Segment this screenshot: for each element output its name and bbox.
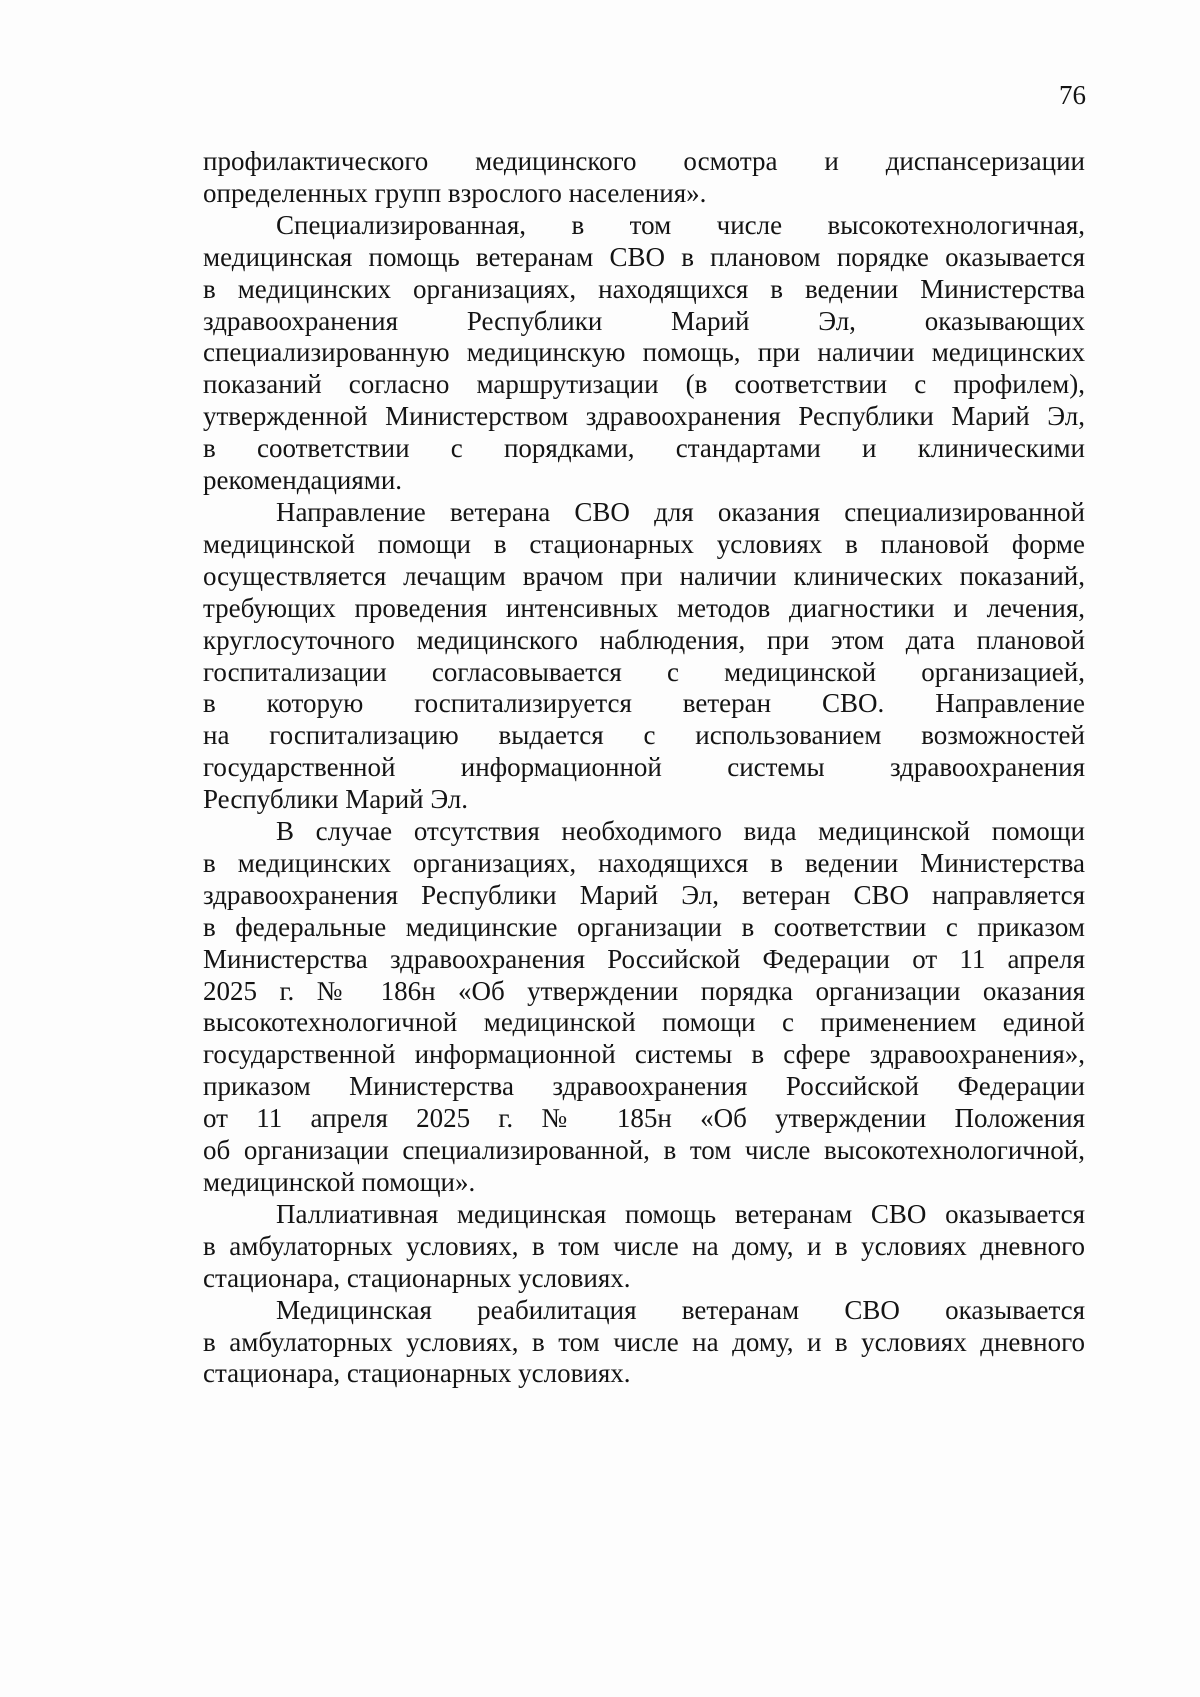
page-number: 76 (1059, 80, 1086, 110)
text-line: здравоохранения Республики Марий Эл, оказывающих (203, 305, 1085, 336)
text-line: Специализированная, в том числе высокотехнологичная, (276, 209, 1085, 240)
paragraph-federal-organizations (203, 816, 1085, 1199)
text-line: об организации специализированной, в том числе высокотехнологичной, (203, 1135, 1085, 1166)
text-line: В случае отсутствия необходимого вида медицинской помощи (276, 816, 1085, 847)
text-line: медицинской помощи в стационарных условиях в плановой форме (203, 528, 1085, 559)
text-line: государственной информационной системы здравоохранения (203, 752, 1085, 783)
text-line: в соответствии с порядками, стандартами и клиническими (203, 433, 1085, 464)
text-line: в медицинских организациях, находящихся в ведении Министерства (203, 273, 1085, 304)
text-line: стационара, стационарных условиях. (203, 1358, 631, 1389)
text-line: от 11 апреля 2025 г. № 185н «Об утверждении Положения (203, 1103, 1085, 1134)
paragraph-specialized-care (203, 210, 1085, 497)
text-line: показаний согласно маршрутизации (в соответствии с профилем), (203, 369, 1085, 400)
text-line: на госпитализацию выдается с использованием возможностей (203, 720, 1085, 751)
text-line: стационара, стационарных условиях. (203, 1262, 631, 1293)
text-line: Республики Марий Эл. (203, 784, 469, 815)
text-line: Медицинская реабилитация ветеранам СВО оказывается (276, 1294, 1085, 1325)
text-line: утвержденной Министерством здравоохранения Республики Марий Эл, (203, 401, 1085, 432)
text-line: в амбулаторных условиях, в том числе на дому, и в условиях дневного (203, 1230, 1085, 1261)
text-line: в федеральные медицинские организации в соответствии с приказом (203, 911, 1085, 942)
text-line: осуществляется лечащим врачом при наличии клинических показаний, (203, 560, 1085, 591)
text-line: медицинской помощи». (203, 1167, 476, 1197)
text-line: в которую госпитализируется ветеран СВО. Направление (203, 688, 1085, 719)
text-line: 2025 г. № 186н «Об утверждении порядка организации оказания (203, 975, 1085, 1006)
text-line: профилактического медицинского осмотра и диспансеризации (203, 146, 1085, 176)
text-line: в амбулаторных условиях, в том числе на дому, и в условиях дневного (203, 1326, 1085, 1357)
text-line: Министерства здравоохранения Российской Федерации от 11 апреля (203, 943, 1085, 974)
text-line: требующих проведения интенсивных методов диагностики и лечения, (203, 592, 1085, 623)
text-line: высокотехнологичной медицинской помощи с применением единой (203, 1007, 1085, 1038)
text-line: в медицинских организациях, находящихся в ведении Министерства (203, 847, 1085, 878)
text-line: государственной информационной системы в сфере здравоохранения», (203, 1039, 1085, 1070)
text-line: приказом Министерства здравоохранения Российской Федерации (203, 1071, 1085, 1102)
text-line: рекомендациями. (203, 465, 403, 496)
text-line: госпитализации согласовывается с медицинской организацией, (203, 656, 1085, 687)
document-body (203, 146, 1085, 1390)
text-line: специализированную медицинскую помощь, при наличии медицинских (203, 337, 1085, 368)
text-line: Направление ветерана СВО для оказания специализированной (276, 496, 1085, 527)
paragraph-medical-rehabilitation (203, 1295, 1085, 1391)
paragraph-referral-hospitalization (203, 497, 1085, 816)
paragraph-preventive-exam-continuation (203, 146, 1085, 210)
text-line: круглосуточного медицинского наблюдения, при этом дата плановой (203, 624, 1085, 655)
text-line: медицинская помощь ветеранам СВО в плановом порядке оказывается (203, 241, 1085, 272)
paragraph-palliative-care (203, 1199, 1085, 1295)
text-line: Паллиативная медицинская помощь ветеранам СВО оказывается (276, 1198, 1085, 1229)
text-line: определенных групп взрослого населения». (203, 177, 707, 208)
text-line: здравоохранения Республики Марий Эл, ветеран СВО направляется (203, 879, 1085, 910)
